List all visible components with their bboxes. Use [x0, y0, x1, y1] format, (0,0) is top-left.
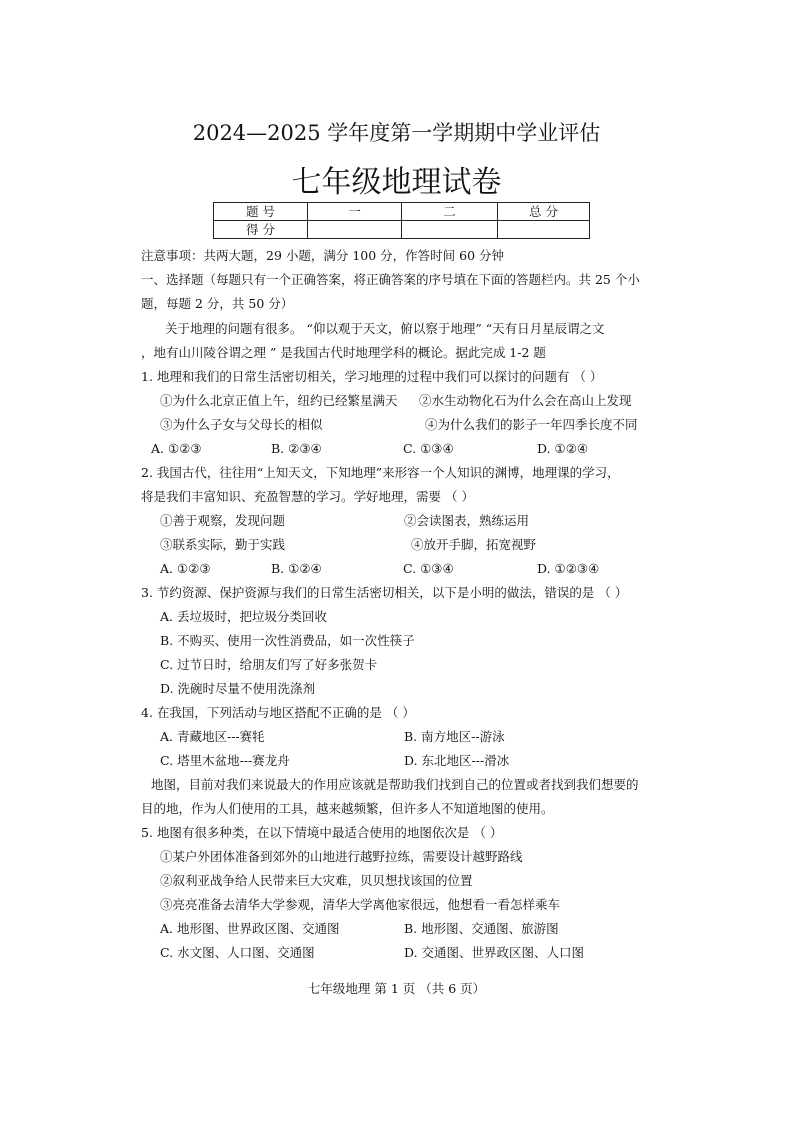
score-cell: 一 — [308, 203, 402, 221]
statement-item: ③亮亮准备去清华大学参观，清华大学离他家很远，他想看一看怎样乘车 — [160, 897, 561, 912]
statement-item: ①某户外团体准备到郊外的山地进行越野拉练，需要设计越野路线 — [160, 849, 523, 864]
option-c[interactable]: C. 塔里木盆地---赛龙舟 — [160, 753, 290, 768]
question-4-stem: 4. 在我国，下列活动与地区搭配不正确的是 （ ） — [141, 705, 415, 720]
option-c[interactable]: C. 水文图、人口图、交通图 — [160, 945, 315, 960]
passage-text: 目的地，作为人们使用的工具，越来越频繁，但许多人不知道地图的使用。 — [141, 801, 554, 816]
question-5-stem: 5. 地图有很多种类，在以下情境中最适合使用的地图依次是 （ ） — [141, 825, 503, 840]
statement-item: ②会读图表，熟练运用 — [404, 513, 530, 528]
page-footer: 七年级地理 第 1 页 （共 6 页） — [307, 981, 486, 996]
score-input-cell[interactable] — [402, 221, 498, 239]
score-table — [213, 202, 590, 239]
option-d[interactable]: D. 东北地区---滑冰 — [404, 753, 510, 768]
score-table-header-row — [214, 203, 590, 221]
section-heading: 一、选择题（每题只有一个正确答案，将正确答案的序号填在下面的答题栏内。共 25 个小 — [141, 272, 640, 287]
option-a[interactable]: A. 丢垃圾时，把垃圾分类回收 — [160, 609, 327, 624]
option-c[interactable]: C. ①③④ — [403, 441, 454, 456]
passage-text: 地图，目前对我们来说最大的作用应该就是帮助我们找到自己的位置或者找到我们想要的 — [151, 777, 639, 792]
score-input-cell[interactable] — [498, 221, 590, 239]
statement-item: ①善于观察，发现问题 — [160, 513, 286, 528]
subject-title: 七年级地理试卷 — [291, 165, 502, 200]
option-b[interactable]: B. 地形图、交通图、旅游图 — [404, 921, 559, 936]
section-heading: 题，每题 2 分，共 50 分） — [141, 296, 294, 311]
passage-text: 关于地理的问题有很多。 “仰以观于天文，俯以察于地理” “天有日月星辰谓之文 — [165, 321, 605, 336]
score-cell: 二 — [402, 203, 498, 221]
statement-item: ②水生动物化石为什么会在高山上发现 — [419, 393, 632, 408]
question-2-stem: 将是我们丰富知识、充盈智慧的学习。学好地理，需要 （ ） — [141, 489, 474, 504]
option-a[interactable]: A. 地形图、世界政区图、交通图 — [160, 921, 340, 936]
statement-item: ④为什么我们的影子一年四季长度不同 — [425, 417, 638, 432]
option-a[interactable]: A. ①②③ — [160, 561, 211, 576]
option-b[interactable]: B. 不购买、使用一次性消费品，如一次性筷子 — [160, 633, 415, 648]
option-c[interactable]: C. 过节日时，给朋友们写了好多张贺卡 — [160, 657, 378, 672]
score-cell: 题 号 — [214, 203, 308, 221]
score-cell: 得 分 — [214, 221, 308, 239]
question-3-stem: 3. 节约资源、保护资源与我们的日常生活密切相关，以下是小明的做法，错误的是 （ ） — [141, 585, 628, 600]
notice: 注意事项：共两大题，29 小题，满分 100 分，作答时间 60 分钟 — [141, 248, 505, 263]
option-d[interactable]: D. ①②④ — [537, 441, 589, 456]
statement-item: ①为什么北京正值上午，纽约已经繁星满天 — [160, 393, 398, 408]
option-a[interactable]: A. ①②③ — [151, 441, 202, 456]
statement-item: ③为什么子女与父母长的相似 — [160, 417, 323, 432]
option-d[interactable]: D. 交通图、世界政区图、人口图 — [404, 945, 585, 960]
option-d[interactable]: D. 洗碗时尽量不使用洗涤剂 — [160, 681, 316, 696]
option-b[interactable]: B. 南方地区--游泳 — [404, 729, 505, 744]
score-cell: 总 分 — [498, 203, 590, 221]
statement-item: ④放开手脚，拓宽视野 — [411, 537, 537, 552]
score-table-score-row — [214, 221, 590, 239]
statement-item: ②叙利亚战争给人民带来巨大灾难，贝贝想找该国的位置 — [160, 873, 473, 888]
statement-item: ③联系实际，勤于实践 — [160, 537, 286, 552]
option-c[interactable]: C. ①③④ — [403, 561, 454, 576]
option-d[interactable]: D. ①②③④ — [537, 561, 600, 576]
option-b[interactable]: B. ①②④ — [271, 561, 322, 576]
exam-title: 2024—2025 学年度第一学期期中学业评估 — [192, 121, 601, 145]
question-2-stem: 2. 我国古代，往往用“上知天文，下知地理”来形容一个人知识的渊博，地理课的学习， — [141, 465, 620, 480]
passage-text: ，地有山川陵谷谓之理 ” 是我国古代时地理学科的概论。据此完成 1-2 题 — [141, 345, 546, 360]
score-input-cell[interactable] — [308, 221, 402, 239]
option-a[interactable]: A. 青藏地区---赛牦 — [160, 729, 265, 744]
option-b[interactable]: B. ②③④ — [271, 441, 322, 456]
question-1-stem: 1. 地理和我们的日常生活密切相关，学习地理的过程中我们可以探讨的问题有 （ ） — [141, 369, 603, 384]
